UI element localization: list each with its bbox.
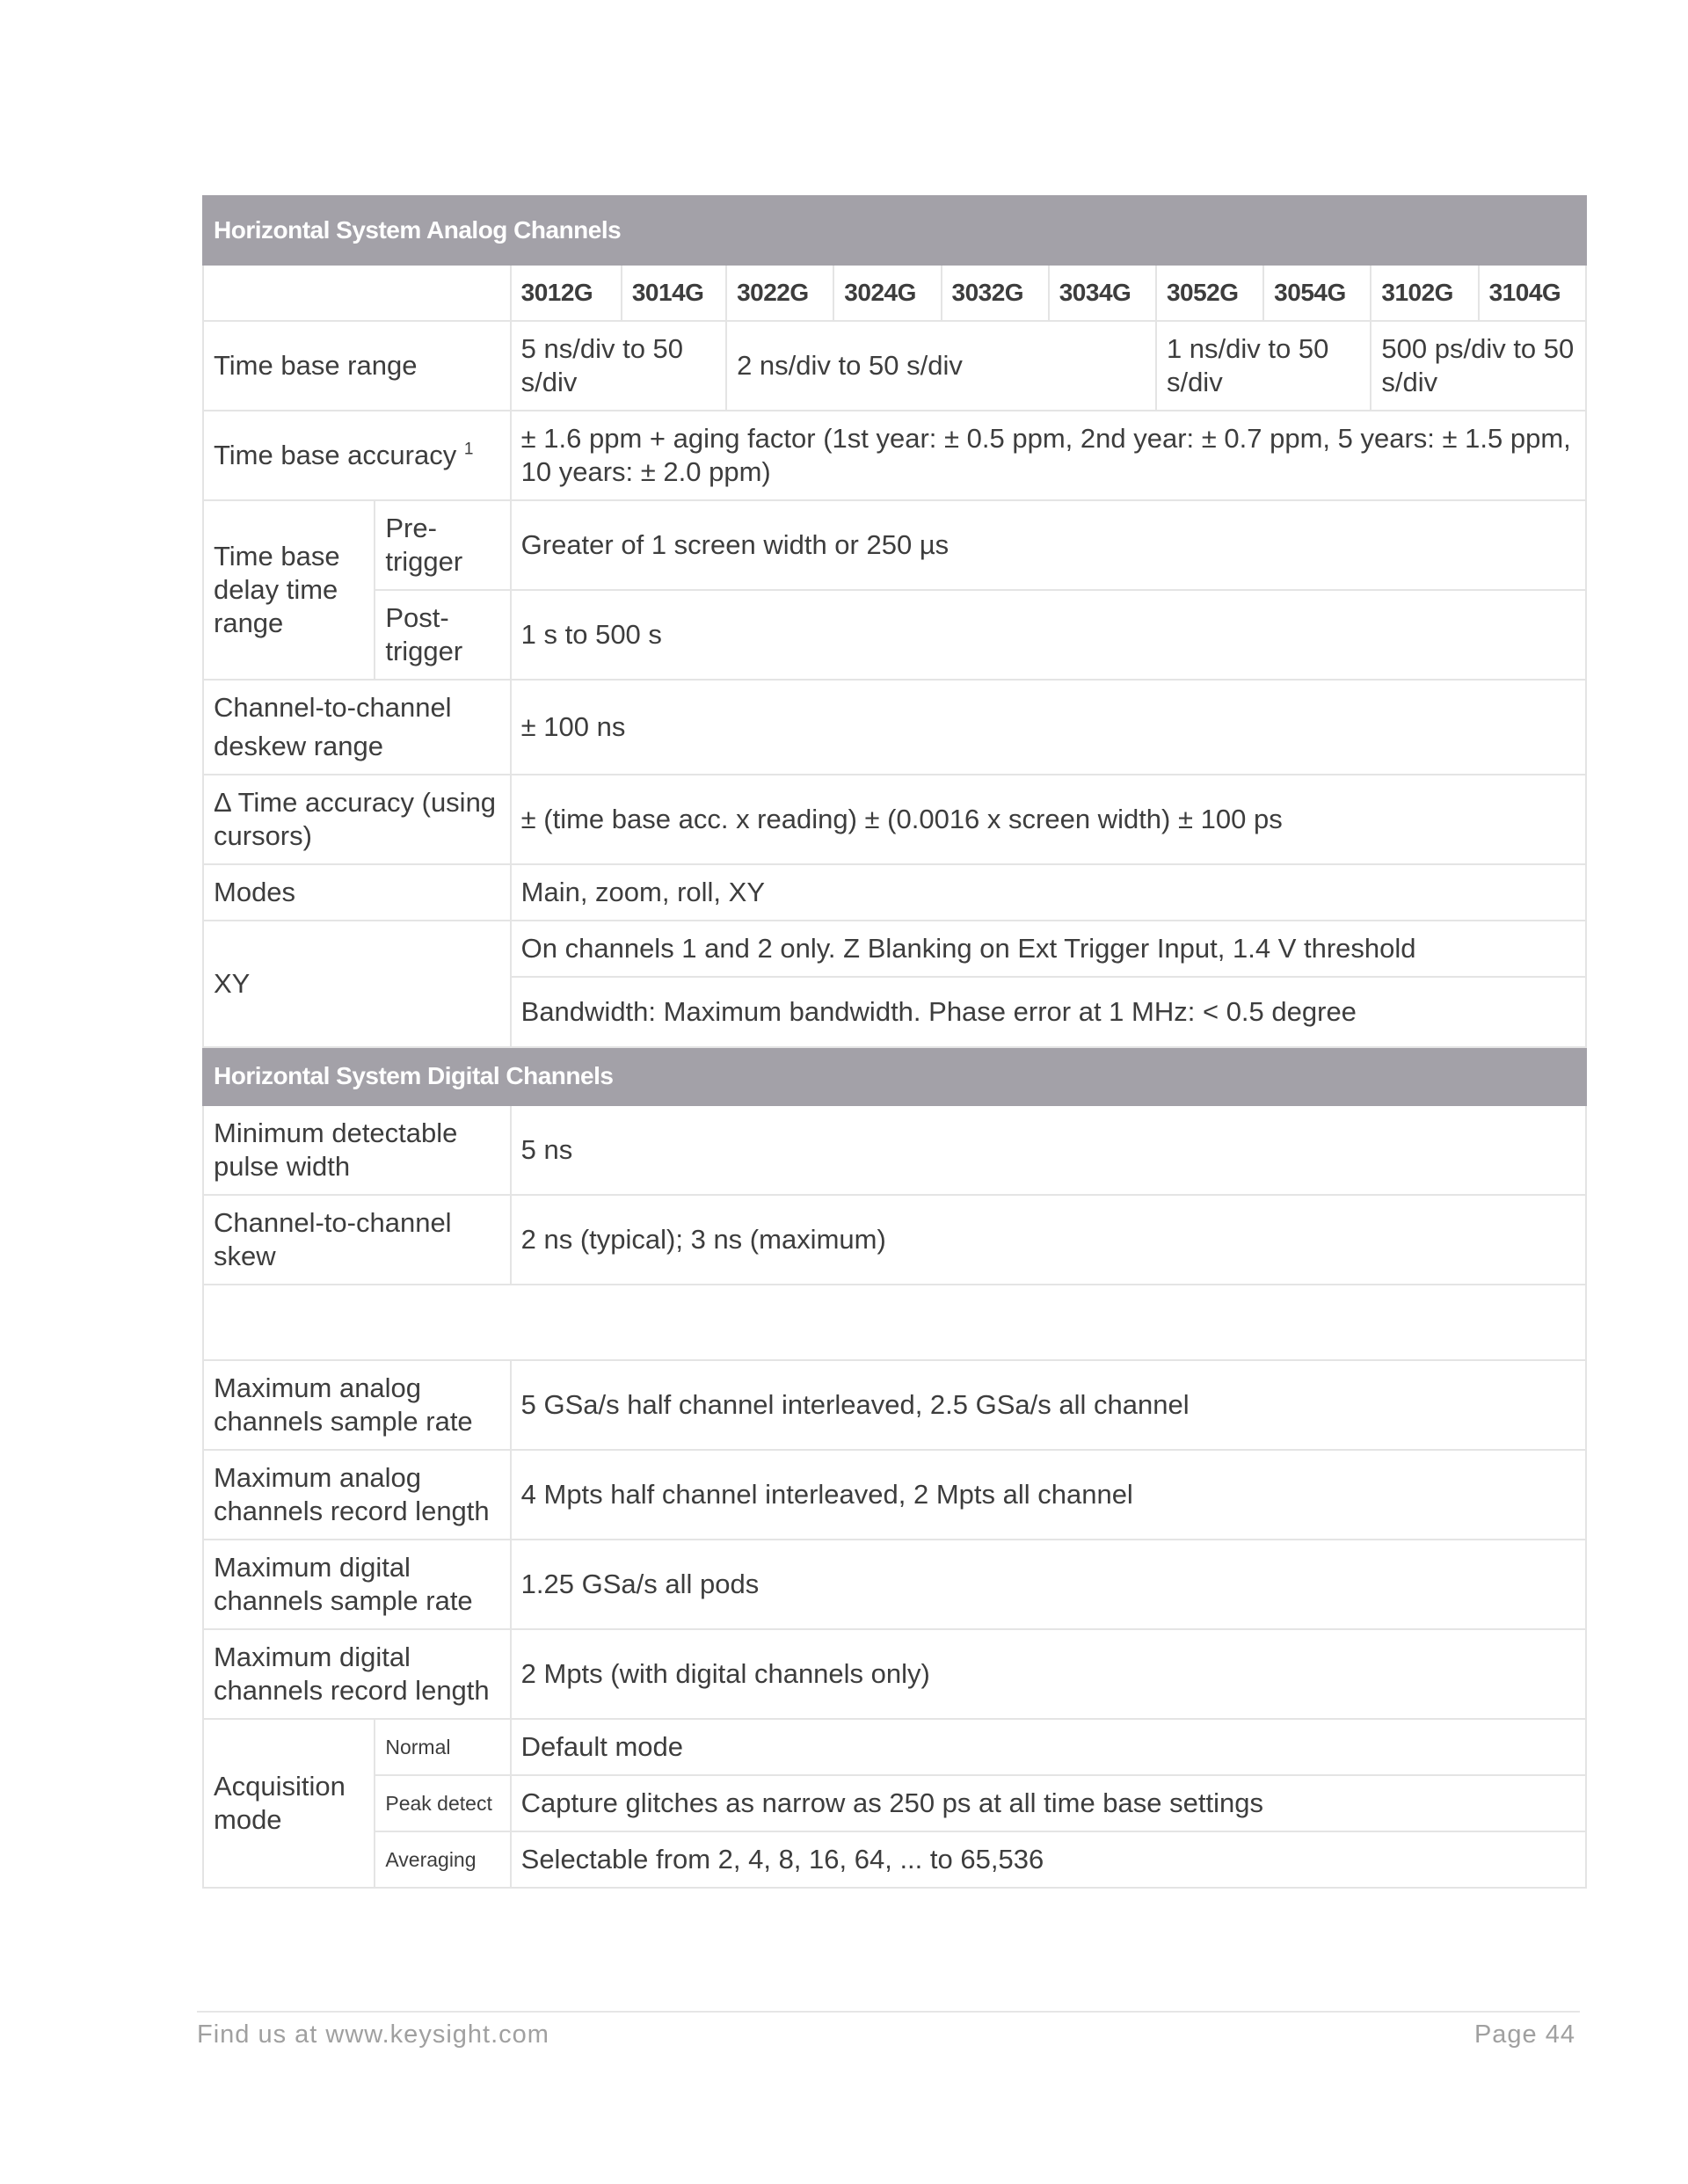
min-pulse-row <box>203 1105 1586 1195</box>
acquisition-label: Acquisition mode <box>203 1719 375 1888</box>
acq-normal-label: Normal <box>375 1719 510 1775</box>
digital-record-value: 2 Mpts (with digital channels only) <box>511 1629 1586 1719</box>
deskew-label: Channel-to-channel deskew range <box>203 680 511 775</box>
analog-record-label: Maximum analog channels record length <box>203 1450 511 1540</box>
modes-label: Modes <box>203 864 511 921</box>
model-3104g: 3104G <box>1479 265 1586 321</box>
delta-time-value: ± (time base acc. x reading) ± (0.0016 x screen width) ± 100 ps <box>511 775 1586 864</box>
model-3014g: 3014G <box>622 265 726 321</box>
digital-record-label: Maximum digital channels record length <box>203 1629 511 1719</box>
digital-section-header <box>203 1047 1586 1105</box>
digital-sample-rate-row <box>203 1540 1586 1629</box>
time-base-accuracy-row <box>203 411 1586 500</box>
post-trigger-row <box>203 590 1586 680</box>
xy-row-1 <box>203 921 1586 977</box>
blank-row <box>203 1285 1586 1360</box>
acq-peak-value: Capture glitches as narrow as 250 ps at all time base settings <box>511 1775 1586 1831</box>
time-base-range-row <box>203 321 1586 411</box>
acq-normal-value: Default mode <box>511 1719 1586 1775</box>
time-base-range-301x: 5 ns/div to 50 s/div <box>511 321 726 411</box>
digital-sample-rate-value: 1.25 GSa/s all pods <box>511 1540 1586 1629</box>
xy-label: XY <box>203 921 511 1047</box>
model-3102g: 3102G <box>1371 265 1478 321</box>
page-number: Page 44 <box>1473 2020 1575 2049</box>
min-pulse-label: Minimum detectable pulse width <box>203 1105 511 1195</box>
digital-record-row <box>203 1629 1586 1719</box>
time-base-accuracy-value: ± 1.6 ppm + aging factor (1st year: ± 0.5 ppm, 2nd year: ± 0.7 ppm, 5 years: ± 1.5 ppm, 10 years: ± 2.0 ppm) <box>511 411 1586 500</box>
acq-avg-label: Averaging <box>375 1831 510 1888</box>
model-3012g: 3012G <box>511 265 622 321</box>
time-base-range-305x: 1 ns/div to 50 s/div <box>1156 321 1371 411</box>
pre-trigger-label: Pre-trigger <box>375 500 510 590</box>
digital-sample-rate-label: Maximum digital channels sample rate <box>203 1540 511 1629</box>
analog-sample-rate-row <box>203 1360 1586 1450</box>
time-base-accuracy-label <box>203 411 511 500</box>
model-header-blank <box>203 265 511 321</box>
model-3032g: 3032G <box>942 265 1049 321</box>
time-base-range-label: Time base range <box>203 321 511 411</box>
spec-table <box>202 195 1587 1889</box>
model-3054g: 3054G <box>1263 265 1371 321</box>
deskew-row <box>203 680 1586 775</box>
acq-peak-row <box>203 1775 1586 1831</box>
pre-trigger-row <box>203 500 1586 590</box>
footnote-marker: 1 <box>463 440 474 459</box>
skew-value: 2 ns (typical); 3 ns (maximum) <box>511 1195 1586 1285</box>
acq-normal-row <box>203 1719 1586 1775</box>
deskew-value: ± 100 ns <box>511 680 1586 775</box>
model-header-row <box>203 265 1586 321</box>
delta-time-row <box>203 775 1586 864</box>
modes-value: Main, zoom, roll, XY <box>511 864 1586 921</box>
delta-time-label: Δ Time accuracy (using cursors) <box>203 775 511 864</box>
time-base-range-310x: 500 ps/div to 50 s/div <box>1371 321 1586 411</box>
xy-value-2: Bandwidth: Maximum bandwidth. Phase error at 1 MHz: < 0.5 degree <box>511 977 1586 1047</box>
time-base-range-302x-303x: 2 ns/div to 50 s/div <box>726 321 1156 411</box>
analog-section-header <box>203 196 1586 265</box>
blank-cell <box>203 1285 1586 1360</box>
digital-section-title: Horizontal System Digital Channels <box>203 1047 1586 1105</box>
acq-avg-row <box>203 1831 1586 1888</box>
footer-divider <box>197 2011 1580 2013</box>
analog-sample-rate-value: 5 GSa/s half channel interleaved, 2.5 GSa/s all channel <box>511 1360 1586 1450</box>
model-3052g: 3052G <box>1156 265 1263 321</box>
analog-record-row <box>203 1450 1586 1540</box>
analog-section-title: Horizontal System Analog Channels <box>203 196 1586 265</box>
time-base-accuracy-text: Time base accuracy <box>214 440 457 470</box>
min-pulse-value: 5 ns <box>511 1105 1586 1195</box>
acq-avg-value: Selectable from 2, 4, 8, 16, 64, ... to 65,536 <box>511 1831 1586 1888</box>
model-3024g: 3024G <box>833 265 941 321</box>
model-3034g: 3034G <box>1049 265 1156 321</box>
delay-range-label: Time base delay time range <box>203 500 375 680</box>
model-3022g: 3022G <box>726 265 833 321</box>
post-trigger-label: Post-trigger <box>375 590 510 680</box>
skew-label: Channel-to-channel skew <box>203 1195 511 1285</box>
post-trigger-value: 1 s to 500 s <box>511 590 1586 680</box>
acq-peak-label: Peak detect <box>375 1775 510 1831</box>
pre-trigger-value: Greater of 1 screen width or 250 µs <box>511 500 1586 590</box>
analog-record-value: 4 Mpts half channel interleaved, 2 Mpts all channel <box>511 1450 1586 1540</box>
modes-row <box>203 864 1586 921</box>
footer-website[interactable]: Find us at www.keysight.com <box>197 2020 549 2049</box>
analog-sample-rate-label: Maximum analog channels sample rate <box>203 1360 511 1450</box>
xy-value-1: On channels 1 and 2 only. Z Blanking on Ext Trigger Input, 1.4 V threshold <box>511 921 1586 977</box>
skew-row <box>203 1195 1586 1285</box>
